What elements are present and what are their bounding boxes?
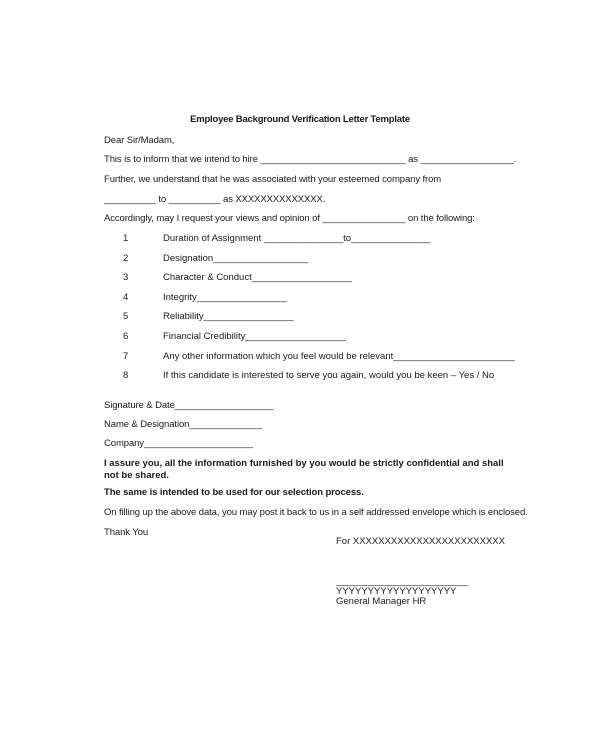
item-number: 6 (123, 331, 129, 342)
list-item: If this candidate is interested to serve you again, would you be keen – Yes / No (163, 370, 495, 381)
list-item: Duration of Assignment _______________to_______________ (163, 233, 431, 244)
company-field: Company_____________________ (104, 438, 253, 449)
list-item: Designation__________________ (163, 253, 309, 264)
name-designation-field: Name & Designation______________ (104, 419, 262, 430)
list-item: Reliability_________________ (163, 311, 294, 322)
list-item: Any other information which you feel would be relevant_______________________ (163, 351, 515, 362)
signature-date-field: Signature & Date___________________ (104, 400, 274, 411)
item-number: 1 (123, 233, 129, 244)
paragraph-intent: This is to inform that we intend to hire ____________________________ as __________________. (104, 154, 517, 165)
item-number: 5 (123, 311, 129, 322)
letter-title: Employee Background Verification Letter Template (190, 114, 410, 125)
item-number: 3 (123, 272, 129, 283)
list-item: Character & Conduct___________________ (163, 272, 353, 283)
list-item: Integrity_________________ (163, 292, 287, 303)
for-company: For XXXXXXXXXXXXXXXXXXXXXXXX (336, 536, 505, 547)
signatory-name: YYYYYYYYYYYYYYYYYYY (336, 586, 457, 597)
salutation: Dear Sir/Madam, (104, 135, 175, 146)
item-number: 2 (123, 253, 129, 264)
paragraph-request: Accordingly, may I request your views and opinion of ________________ on the following: (104, 213, 475, 224)
confidentiality-statement: I assure you, all the information furnished by you would be strictly confidential and shall not be shared. (104, 458, 504, 481)
item-number: 4 (123, 292, 129, 303)
list-item: Financial Credibility___________________ (163, 331, 346, 342)
signatory-title: General Manager HR (336, 596, 427, 607)
item-number: 8 (123, 370, 129, 381)
post-back-instructions: On filling up the above data, you may post it back to us in a self addressed envelope which is enclosed. (104, 507, 528, 518)
paragraph-period: __________ to __________ as XXXXXXXXXXXXXX. (104, 194, 326, 205)
selection-statement: The same is intended to be used for our selection process. (104, 487, 364, 498)
signature-line: _________________________ (336, 576, 469, 587)
closing-thanks: Thank You (104, 527, 149, 538)
item-number: 7 (123, 351, 129, 362)
paragraph-association: Further, we understand that he was associated with your esteemed company from (104, 174, 442, 185)
